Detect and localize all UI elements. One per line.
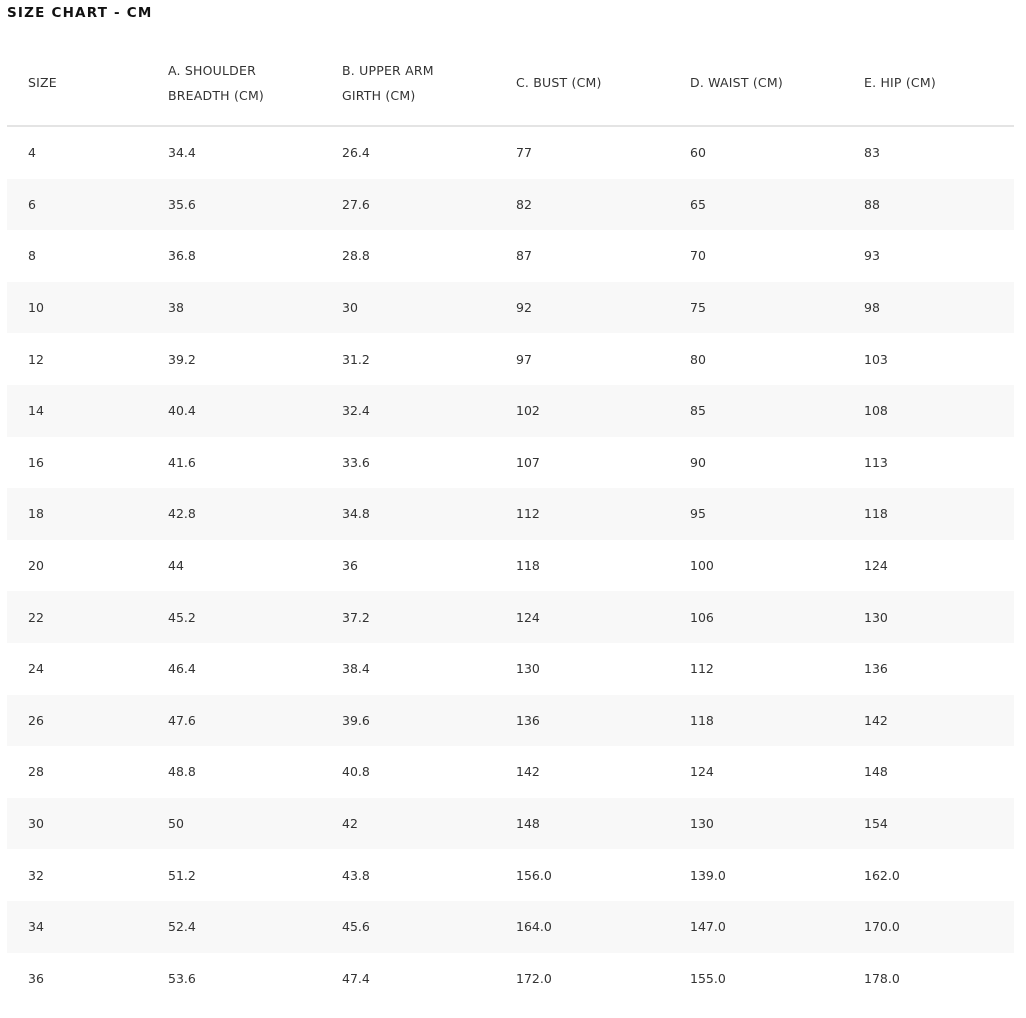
cell-waist: 139.0 <box>690 867 726 883</box>
cell-bust: 164.0 <box>516 919 552 935</box>
cell-shoulder-breadth: 53.6 <box>168 970 196 986</box>
header-line: C. BUST (CM) <box>516 75 602 90</box>
cell-shoulder-breadth: 40.4 <box>168 403 196 419</box>
cell-upper-arm-girth: 33.6 <box>342 454 370 470</box>
header-line: GIRTH (CM) <box>342 87 416 103</box>
cell-shoulder-breadth: 51.2 <box>168 867 196 883</box>
cell-hip: 88 <box>864 196 880 212</box>
cell-bust: 148 <box>516 816 540 832</box>
table-row <box>7 591 1014 643</box>
cell-hip: 170.0 <box>864 919 900 935</box>
table-row <box>7 643 1014 695</box>
header-upper-arm-girth <box>321 58 495 108</box>
table-body <box>7 127 1014 1004</box>
cell-size: 18 <box>28 506 44 522</box>
cell-bust: 136 <box>516 712 540 728</box>
header-size <box>7 70 147 95</box>
cell-bust: 124 <box>516 609 540 625</box>
cell-waist: 65 <box>690 196 706 212</box>
cell-upper-arm-girth: 32.4 <box>342 403 370 419</box>
table-row <box>7 127 1014 179</box>
table-row <box>7 849 1014 901</box>
cell-waist: 95 <box>690 506 706 522</box>
table-header-row <box>7 40 1014 127</box>
cell-shoulder-breadth: 42.8 <box>168 506 196 522</box>
cell-hip: 118 <box>864 506 888 522</box>
table-row <box>7 488 1014 540</box>
table-row <box>7 746 1014 798</box>
table-row <box>7 179 1014 231</box>
header-hip <box>843 70 1014 95</box>
cell-size: 10 <box>28 300 44 316</box>
cell-upper-arm-girth: 28.8 <box>342 248 370 264</box>
cell-hip: 93 <box>864 248 880 264</box>
cell-bust: 156.0 <box>516 867 552 883</box>
cell-size: 24 <box>28 661 44 677</box>
cell-upper-arm-girth: 30 <box>342 300 358 316</box>
cell-waist: 106 <box>690 609 714 625</box>
cell-shoulder-breadth: 47.6 <box>168 712 196 728</box>
cell-bust: 102 <box>516 403 540 419</box>
header-bust <box>495 70 669 95</box>
cell-shoulder-breadth: 35.6 <box>168 196 196 212</box>
header-line: SIZE <box>28 75 57 90</box>
cell-waist: 118 <box>690 712 714 728</box>
cell-bust: 118 <box>516 558 540 574</box>
header-waist <box>669 70 843 95</box>
cell-waist: 147.0 <box>690 919 726 935</box>
cell-waist: 100 <box>690 558 714 574</box>
cell-size: 12 <box>28 351 44 367</box>
cell-hip: 162.0 <box>864 867 900 883</box>
cell-hip: 148 <box>864 764 888 780</box>
cell-waist: 130 <box>690 816 714 832</box>
cell-bust: 92 <box>516 300 532 316</box>
table-row <box>7 695 1014 747</box>
cell-shoulder-breadth: 45.2 <box>168 609 196 625</box>
cell-size: 8 <box>28 248 36 264</box>
cell-size: 26 <box>28 712 44 728</box>
cell-hip: 98 <box>864 300 880 316</box>
cell-hip: 130 <box>864 609 888 625</box>
cell-hip: 142 <box>864 712 888 728</box>
cell-shoulder-breadth: 50 <box>168 816 184 832</box>
cell-shoulder-breadth: 34.4 <box>168 145 196 161</box>
cell-size: 34 <box>28 919 44 935</box>
table-row <box>7 953 1014 1005</box>
size-chart-title: SIZE CHART - CM <box>7 5 153 21</box>
cell-shoulder-breadth: 44 <box>168 558 184 574</box>
header-line: BREADTH (CM) <box>168 87 265 103</box>
cell-bust: 87 <box>516 248 532 264</box>
table-row <box>7 798 1014 850</box>
cell-waist: 60 <box>690 145 706 161</box>
cell-size: 30 <box>28 816 44 832</box>
cell-bust: 97 <box>516 351 532 367</box>
cell-size: 16 <box>28 454 44 470</box>
cell-size: 4 <box>28 145 36 161</box>
cell-shoulder-breadth: 38 <box>168 300 184 316</box>
header-line: B. UPPER ARM <box>342 62 434 78</box>
cell-size: 20 <box>28 558 44 574</box>
cell-waist: 112 <box>690 661 714 677</box>
cell-bust: 172.0 <box>516 970 552 986</box>
cell-size: 32 <box>28 867 44 883</box>
table-row <box>7 901 1014 953</box>
cell-shoulder-breadth: 52.4 <box>168 919 196 935</box>
table-row <box>7 540 1014 592</box>
cell-upper-arm-girth: 36 <box>342 558 358 574</box>
header-shoulder-breadth <box>147 58 321 108</box>
cell-shoulder-breadth: 36.8 <box>168 248 196 264</box>
cell-upper-arm-girth: 34.8 <box>342 506 370 522</box>
cell-bust: 82 <box>516 196 532 212</box>
cell-size: 28 <box>28 764 44 780</box>
cell-upper-arm-girth: 47.4 <box>342 970 370 986</box>
table-row <box>7 437 1014 489</box>
cell-waist: 75 <box>690 300 706 316</box>
cell-upper-arm-girth: 27.6 <box>342 196 370 212</box>
cell-hip: 178.0 <box>864 970 900 986</box>
cell-upper-arm-girth: 42 <box>342 816 358 832</box>
cell-shoulder-breadth: 46.4 <box>168 661 196 677</box>
header-line: A. SHOULDER <box>168 62 256 78</box>
cell-upper-arm-girth: 45.6 <box>342 919 370 935</box>
cell-hip: 124 <box>864 558 888 574</box>
table-row <box>7 333 1014 385</box>
cell-upper-arm-girth: 38.4 <box>342 661 370 677</box>
cell-bust: 112 <box>516 506 540 522</box>
cell-bust: 77 <box>516 145 532 161</box>
cell-bust: 142 <box>516 764 540 780</box>
cell-hip: 136 <box>864 661 888 677</box>
cell-size: 6 <box>28 196 36 212</box>
table-row <box>7 230 1014 282</box>
cell-upper-arm-girth: 31.2 <box>342 351 370 367</box>
cell-bust: 107 <box>516 454 540 470</box>
cell-size: 14 <box>28 403 44 419</box>
cell-shoulder-breadth: 48.8 <box>168 764 196 780</box>
table-row <box>7 385 1014 437</box>
cell-waist: 155.0 <box>690 970 726 986</box>
cell-waist: 70 <box>690 248 706 264</box>
cell-hip: 108 <box>864 403 888 419</box>
cell-upper-arm-girth: 40.8 <box>342 764 370 780</box>
cell-waist: 85 <box>690 403 706 419</box>
size-chart-table <box>7 40 1014 1004</box>
cell-waist: 124 <box>690 764 714 780</box>
cell-upper-arm-girth: 39.6 <box>342 712 370 728</box>
cell-waist: 80 <box>690 351 706 367</box>
cell-upper-arm-girth: 37.2 <box>342 609 370 625</box>
cell-hip: 103 <box>864 351 888 367</box>
cell-bust: 130 <box>516 661 540 677</box>
cell-upper-arm-girth: 43.8 <box>342 867 370 883</box>
cell-hip: 83 <box>864 145 880 161</box>
table-row <box>7 282 1014 334</box>
cell-hip: 154 <box>864 816 888 832</box>
cell-size: 36 <box>28 970 44 986</box>
header-line: D. WAIST (CM) <box>690 75 783 90</box>
cell-upper-arm-girth: 26.4 <box>342 145 370 161</box>
header-line: E. HIP (CM) <box>864 75 936 90</box>
cell-size: 22 <box>28 609 44 625</box>
cell-hip: 113 <box>864 454 888 470</box>
cell-shoulder-breadth: 41.6 <box>168 454 196 470</box>
cell-shoulder-breadth: 39.2 <box>168 351 196 367</box>
cell-waist: 90 <box>690 454 706 470</box>
